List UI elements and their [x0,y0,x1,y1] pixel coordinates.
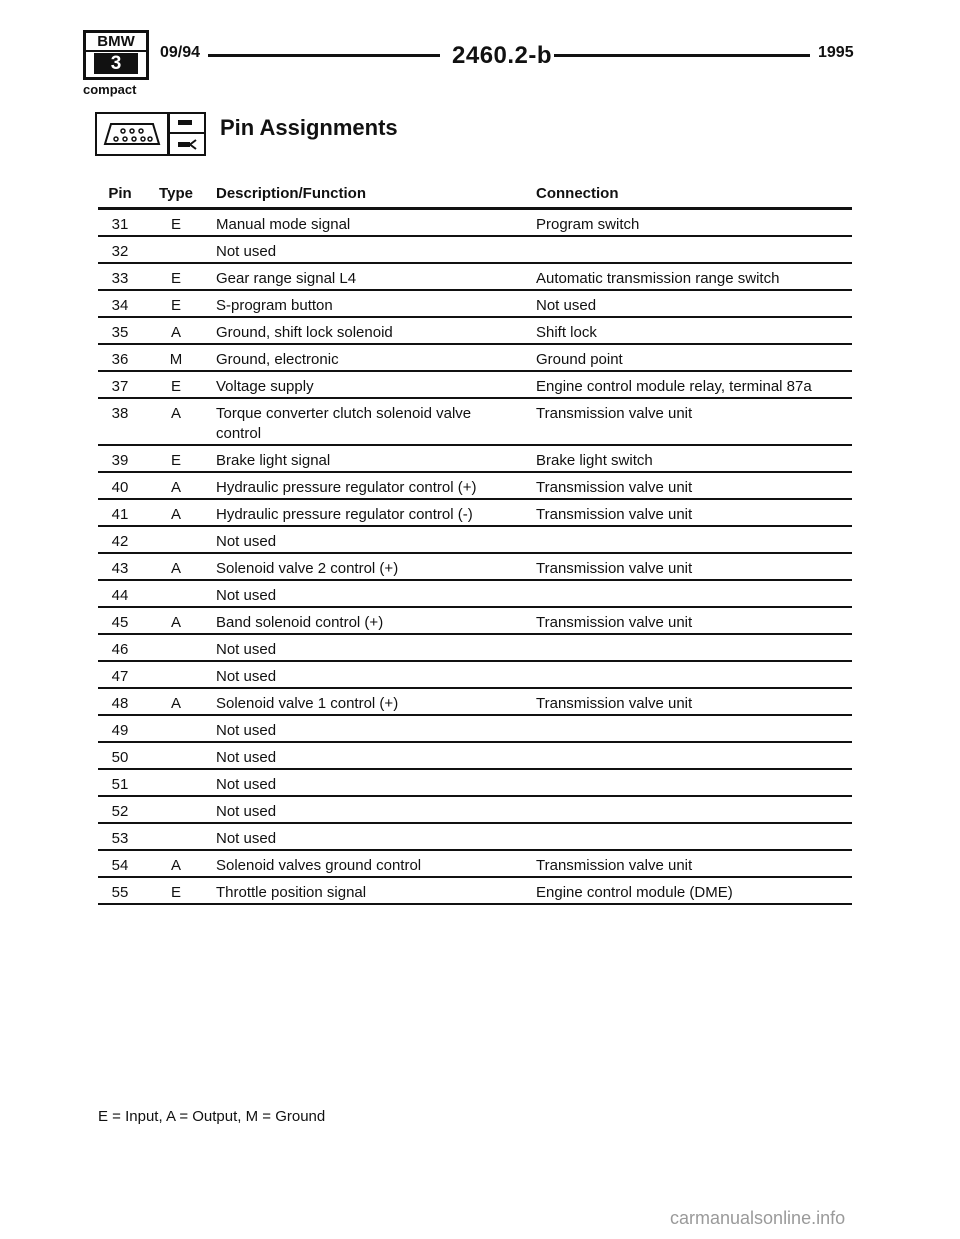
connection-cell: Transmission valve unit [536,695,693,712]
table-row [98,824,852,851]
pin-cell: 52 [111,803,129,820]
bmw-3-compact-logo [83,30,149,97]
table-row [98,264,852,291]
pin-cell: 45 [111,614,129,631]
watermark-text: carmanualsonline.info [670,1208,846,1228]
pin-cell: 33 [111,270,129,287]
header-rule-right [554,54,810,57]
description-cell: Not used [216,587,277,604]
type-cell: A [170,695,181,712]
pin-type-icon [168,112,206,156]
pin-cell: 38 [111,405,129,422]
section-title: Pin Assignments [220,115,398,140]
description-cell: S-program button [216,297,333,314]
table-row [98,662,852,689]
description-cell: Solenoid valves ground control [216,857,422,874]
pin-cell: 48 [111,695,129,712]
table-row [98,473,852,500]
description-cell: Not used [216,641,277,658]
description-cell: Ground, electronic [216,351,339,368]
connection-cell: Program switch [536,216,640,233]
logo-model: compact [83,82,137,97]
type-cell: A [170,405,181,422]
table-row [98,581,852,608]
description-cell: Torque converter clutch solenoid valve control [216,405,472,442]
pin-cell: 39 [111,452,129,469]
column-header-type: Type [159,185,193,202]
table-row [98,500,852,527]
pin-cell: 53 [111,830,129,847]
type-cell: M [169,351,183,368]
table-row [98,770,852,797]
connection-cell: Engine control module (DME) [536,884,733,901]
type-cell: A [170,614,181,631]
pin-cell: 44 [111,587,129,604]
type-legend-footnote: E = Input, A = Output, M = Ground [98,1108,326,1125]
type-cell: E [170,297,181,314]
logo-brand: BMW [86,33,146,52]
description-cell: Brake light signal [216,452,331,469]
description-cell: Ground, shift lock solenoid [216,324,393,341]
description-cell: Not used [216,803,277,820]
connection-cell: Transmission valve unit [536,479,693,496]
connection-cell: Brake light switch [536,452,653,469]
description-cell: Hydraulic pressure regulator control (-) [216,506,473,523]
pin-cell: 51 [111,776,129,793]
connection-cell: Transmission valve unit [536,560,693,577]
type-cell: A [170,857,181,874]
connection-cell: Transmission valve unit [536,614,693,631]
pin-cell: 40 [111,479,129,496]
table-row [98,291,852,318]
pin-cell: 54 [111,857,129,874]
description-cell: Voltage supply [216,378,314,395]
type-cell: E [170,216,181,233]
column-header-connection: Connection [536,185,619,202]
description-cell: Not used [216,243,277,260]
pin-cell: 55 [111,884,129,901]
header-year: 1995 [818,44,854,61]
header-date: 09/94 [160,44,201,61]
table-row [98,689,852,716]
pin-cell: 32 [111,243,129,260]
table-row [98,554,852,581]
connector-plug-icon [95,112,169,156]
table-row [98,446,852,473]
table-row [98,743,852,770]
document-code: 2460.2-b [452,42,553,69]
pin-cell: 36 [111,351,129,368]
table-body [98,210,852,905]
table-row [98,878,852,905]
pin-cell: 42 [111,533,129,550]
type-cell: A [170,324,181,341]
column-header-description: Description/Function [216,185,366,202]
table-row [98,237,852,264]
table-row [98,851,852,878]
pin-cell: 47 [111,668,129,685]
description-cell: Not used [216,749,277,766]
pin-cell: 41 [111,506,129,523]
type-cell: E [170,452,181,469]
pin-cell: 37 [111,378,129,395]
description-cell: Not used [216,533,277,550]
type-cell: A [170,560,181,577]
type-cell: A [170,479,181,496]
column-header-pin: Pin [108,185,132,202]
pin-cell: 49 [111,722,129,739]
connection-cell: Transmission valve unit [536,405,693,422]
description-cell: Not used [216,830,277,847]
pin-cell: 50 [111,749,129,766]
type-cell: A [170,506,181,523]
table-row [98,399,852,446]
pin-cell: 43 [111,560,129,577]
connection-cell: Transmission valve unit [536,506,693,523]
description-cell: Not used [216,776,277,793]
table-row [98,608,852,635]
connection-cell: Shift lock [536,324,597,341]
description-cell: Not used [216,722,277,739]
connection-cell: Not used [536,297,597,314]
table-row [98,318,852,345]
table-row [98,716,852,743]
description-cell: Throttle position signal [216,884,367,901]
description-cell: Hydraulic pressure regulator control (+) [216,479,477,496]
description-cell: Not used [216,668,277,685]
connection-cell: Ground point [536,351,623,368]
type-cell: E [170,378,181,395]
table-row [98,527,852,554]
description-cell: Solenoid valve 2 control (+) [216,560,399,577]
pin-cell: 35 [111,324,129,341]
connection-cell: Automatic transmission range switch [536,270,780,287]
type-cell: E [170,270,181,287]
logo-series: 3 [94,53,138,74]
pin-assignment-table [98,180,852,905]
pin-cell: 34 [111,297,129,314]
type-cell: E [170,884,181,901]
pin-cell: 46 [111,641,129,658]
header-rule-left [208,54,440,57]
table-row [98,797,852,824]
description-cell: Manual mode signal [216,216,351,233]
table-header [98,180,852,210]
connection-cell: Transmission valve unit [536,857,693,874]
table-row [98,345,852,372]
table-row [98,635,852,662]
description-cell: Band solenoid control (+) [216,614,384,631]
table-row [98,210,852,237]
description-cell: Solenoid valve 1 control (+) [216,695,399,712]
pin-cell: 31 [111,216,129,233]
table-row [98,372,852,399]
connection-cell: Engine control module relay, terminal 87a [536,378,812,395]
description-cell: Gear range signal L4 [216,270,357,287]
